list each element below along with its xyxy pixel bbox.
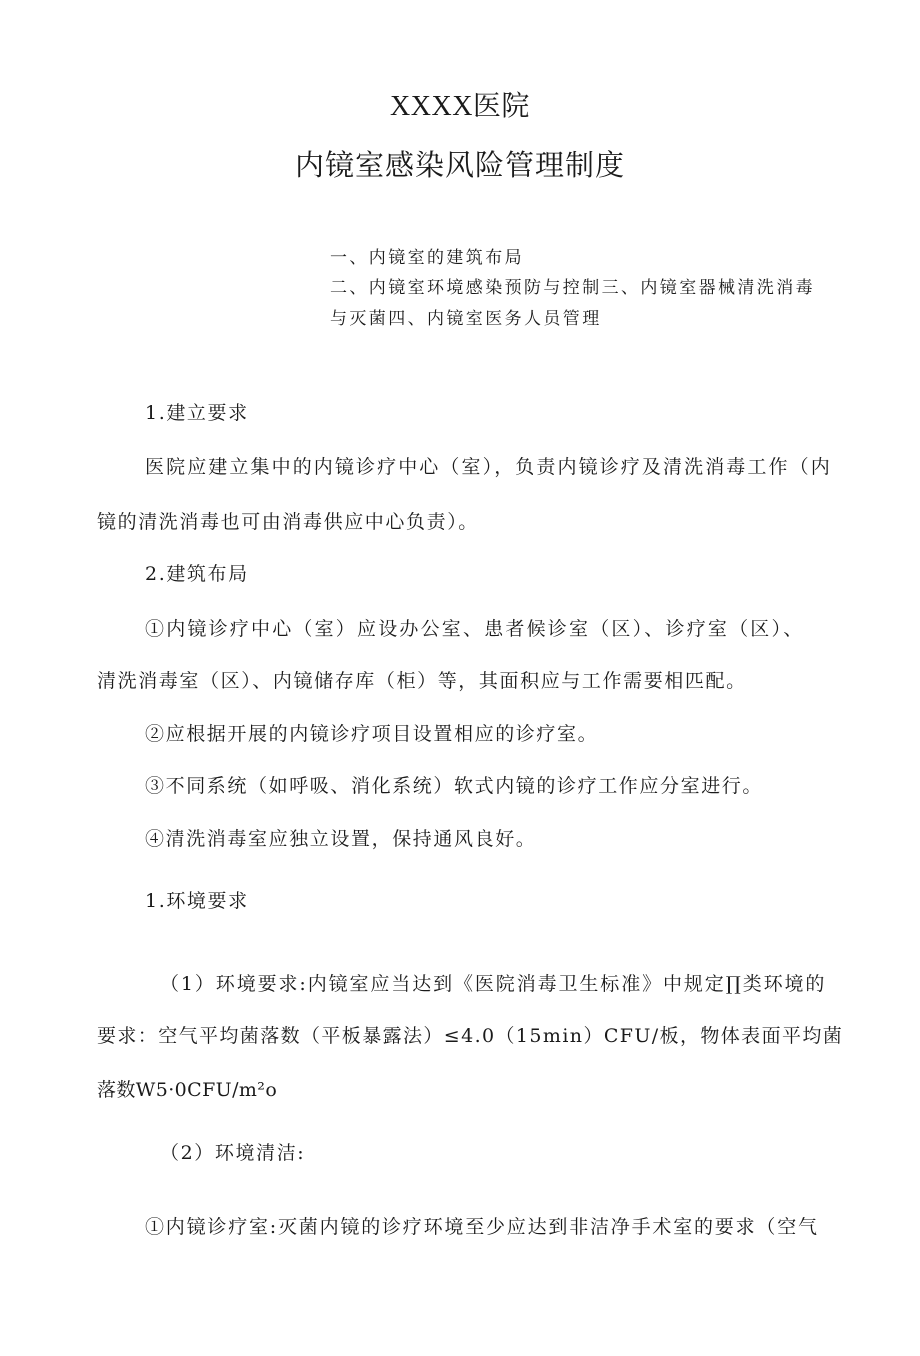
toc-line-3: 与灭菌四、内镜室医务人员管理	[330, 309, 602, 329]
paragraph-line: 落数W5·0CFU∕m²o	[97, 1079, 278, 1101]
list-item: 清洗消毒室（区）、内镜储存库（柜）等，其面积应与工作需要相匹配。	[97, 670, 747, 692]
paragraph-line: （1）环境要求:内镜室应当达到《医院消毒卫生标准》中规定∏类环境的	[160, 973, 827, 995]
toc-line-1: 一、内镜室的建筑布局	[330, 248, 524, 268]
list-item: ②应根据开展的内镜诊疗项目设置相应的诊疗室。	[145, 723, 599, 745]
section-heading-establish: 1.建立要求	[145, 402, 249, 424]
paragraph-line: 要求：空气平均菌落数（平板暴露法）≤4.0（15min）CFU/板，物体表面平均菌	[97, 1025, 844, 1047]
paragraph-line: 医院应建立集中的内镜诊疗中心（室），负责内镜诊疗及清洗消毒工作（内	[145, 456, 832, 478]
section-heading-environment: 1.环境要求	[145, 890, 249, 912]
section-heading-layout: 2.建筑布局	[145, 563, 249, 585]
paragraph-line: （2）环境清洁:	[160, 1142, 306, 1164]
list-item: ①内镜诊疗中心（室）应设办公室、患者候诊室（区）、诊疗室（区）、	[145, 618, 805, 640]
hospital-name: XXXX医院	[390, 91, 530, 122]
paragraph-line: ①内镜诊疗室:灭菌内镜的诊疗环境至少应达到非洁净手术室的要求（空气	[145, 1216, 819, 1238]
toc-line-2: 二、内镜室环境感染预防与控制三、内镜室器械清洗消毒	[330, 278, 815, 298]
list-item: ④清洗消毒室应独立设置，保持通风良好。	[145, 828, 537, 850]
paragraph-line: 镜的清洗消毒也可由消毒供应中心负责）。	[97, 511, 479, 533]
document-title: 内镜室感染风险管理制度	[294, 148, 625, 182]
list-item: ③不同系统（如呼吸、消化系统）软式内镜的诊疗工作应分室进行。	[145, 775, 764, 797]
